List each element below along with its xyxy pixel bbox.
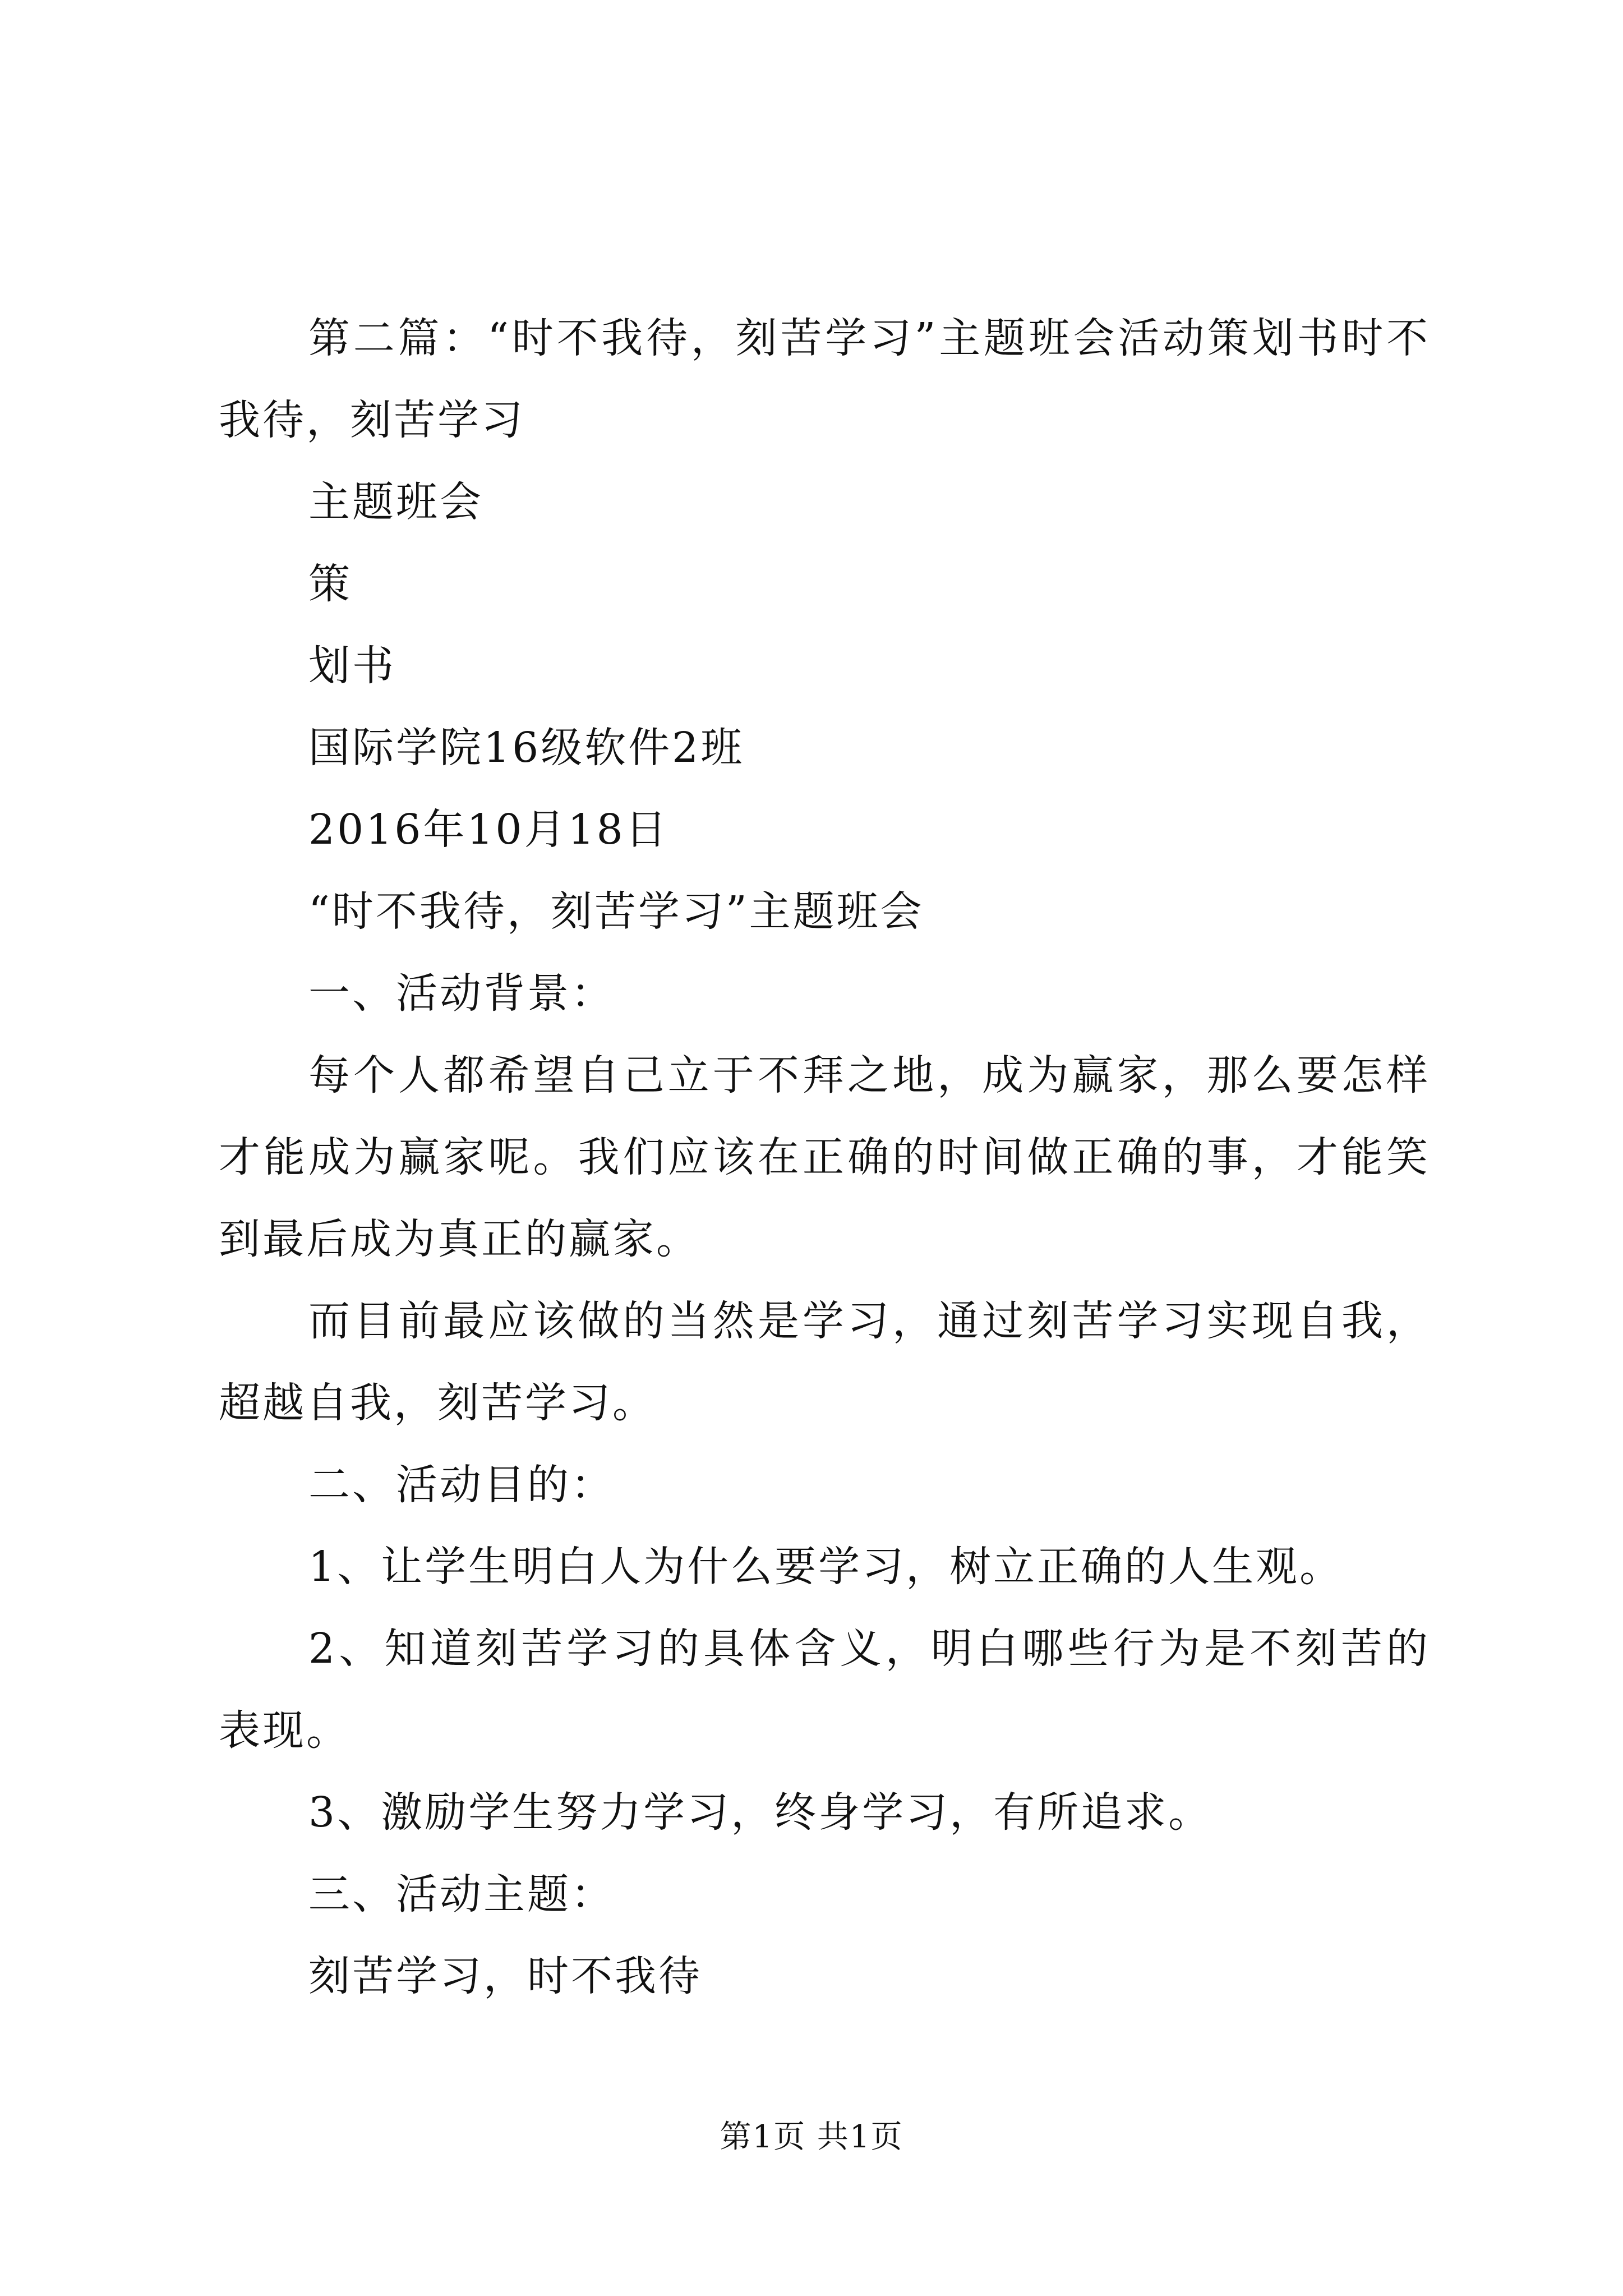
cover-line-date: 2016年10月18日: [308, 806, 669, 854]
background-paragraph-1: 每个人都希望自己立于不拜之地，成为赢家，那么要怎样才能成为赢家呢。我们应该在正确的时间做正确的事，才能笑到最后成为真正的赢家。: [219, 1051, 1430, 1263]
section-heading-main: “时不我待，刻苦学习”主题班会: [308, 887, 924, 936]
theme-text: 刻苦学习，时不我待: [308, 1952, 702, 2000]
purpose-item-2: 2、知道刻苦学习的具体含义，明白哪些行为是不刻苦的表现。: [219, 1625, 1430, 1755]
section-heading-theme: 三、活动主题：: [308, 1870, 615, 1918]
purpose-item-1: 1、让学生明白人为什么要学习，树立正确的人生观。: [308, 1543, 1344, 1591]
page-number-footer: 第1页 共1页: [720, 2119, 903, 2155]
section-heading-purpose: 二、活动目的：: [308, 1461, 615, 1509]
cover-line-huashu: 划书: [308, 642, 396, 690]
cover-line-class: 国际学院16级软件2班: [308, 724, 745, 772]
document-body: [219, 297, 1430, 2017]
background-paragraph-2: 而目前最应该做的当然是学习，通过刻苦学习实现自我，超越自我，刻苦学习。: [219, 1297, 1430, 1427]
purpose-item-3: 3、激励学生努力学习，终身学习，有所追求。: [308, 1788, 1212, 1837]
section-heading-background: 一、活动背景：: [308, 969, 615, 1018]
cover-line-ce: 策: [308, 560, 352, 608]
cover-line-theme-meeting: 主题班会: [308, 478, 483, 526]
document-title: 第二篇：“时不我待，刻苦学习”主题班会活动策划书时不我待，刻苦学习: [219, 314, 1430, 444]
